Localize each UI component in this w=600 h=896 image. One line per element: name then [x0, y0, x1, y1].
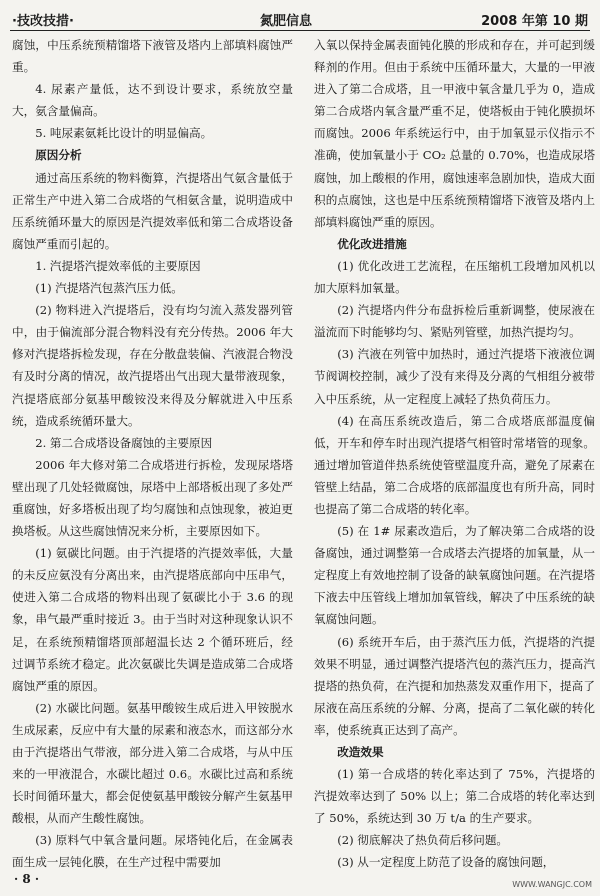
paragraph: 4. 尿素产量低，达不到设计要求，系统放空量大，氨含量偏高。	[12, 82, 293, 119]
left-column	[12, 34, 293, 874]
paragraph: (2) 物料进入汽提塔后，没有均匀流入蒸发器列管中，由于偏流部分混合物料没有充分传热。2006 年大修对汽提塔拆检发现，存在分散盘装偏、汽液混合物没有及时分离的情况，故汽提塔出气出现大量带液现象，汽提塔底部分氨基甲酸铵没来得及分解就进入中压系统，造成系统循环量大。	[12, 303, 293, 428]
right-column	[314, 34, 595, 874]
paragraph: (1) 优化改进工艺流程，在压缩机工段增加风机以加大原料加氧量。	[314, 258, 595, 296]
page-number: · 8 ·	[14, 872, 40, 886]
paragraph: (6) 系统开车后，由于蒸汽压力低，汽提塔的汽提效果不明显，通过调整汽提塔汽包的蒸汽压力，提高汽提塔的热负荷，在汽提和加热蒸发双重作用下，提高了尿液在高压系统的分解、分离，提高了二氧化碳的转化率，使系统真正达到了高产。	[314, 634, 595, 737]
watermark-text: WWW.WANGJC.COM	[512, 880, 592, 889]
section-tag: ·技改技措·	[12, 14, 74, 29]
journal-title: 氮肥信息	[260, 14, 313, 29]
paragraph: (2) 水碳比问题。氨基甲酸铵生成后进入甲铵脱水生成尿素，反应中有大量的尿素和液态水，而这部分水由于汽提塔出气带液，部分进入第二合成塔，与从中压来的一甲液混合，水碳比超过 0.6。水碳比过高和系统长时间循环量大，都会促使氨基甲酸铵分解产生氨基甲酸根，从而产生酸性腐蚀。	[12, 700, 293, 826]
paragraph: (3) 原料气中氧含量问题。尿塔钝化后，在金属表面生成一层钝化膜，在生产过程中需要加	[12, 833, 293, 870]
paragraph: 2006 年大修对第二合成塔进行拆检，发现尿塔塔壁出现了几处轻微腐蚀，尿塔中上部塔板出现了多处严重腐蚀，好多塔板出现了均匀腐蚀和点蚀现象，被迫更换塔板。从这些腐蚀情况来分析，主要原因如下。	[12, 457, 293, 539]
paragraph: 通过高压系统的物料衡算，汽提塔出气氨含量低于正常生产中进入第二合成塔的气相氨含量，说明造成中压系统循环量大的原因是汽提效率低和第二合成塔设备腐蚀严重而引起的。	[12, 170, 293, 251]
paragraph: (4) 在高压系统改造后，第二合成塔底部温度偏低，开车和停车时出现汽提塔气相管时常堵管的现象。通过增加管道伴热系统使管壁温度升高，避免了尿素在管壁上结晶，第二合成塔的底部温度也有所升高，同时也提高了第二合成塔的转化率。	[314, 413, 595, 516]
paragraph: (1) 汽提塔汽包蒸汽压力低。	[35, 281, 183, 296]
section-heading: 改造效果	[337, 745, 384, 759]
paragraph: (1) 第一合成塔的转化率达到了 75%，汽提塔的汽提效率达到了 50% 以上；第二合成塔的转化率达到了 50%，系统达到 30 万 t/a 的生产要求。	[314, 767, 595, 826]
subheading: 1. 汽提塔汽提效率低的主要原因	[35, 258, 201, 273]
paragraph: (2) 汽提塔内件分布盘拆检后重新调整，使尿液在溢流而下时能够均匀、紧贴列管壁，加热汽提均匀。	[314, 303, 595, 340]
page-header	[10, 4, 590, 31]
section-heading: 原因分析	[35, 148, 82, 163]
paragraph: 腐蚀，中压系统预精馏塔下液管及塔内上部填料腐蚀严重。	[12, 38, 293, 75]
section-heading: 优化改进措施	[337, 236, 407, 251]
issue-label: 2008 年第 10 期	[481, 14, 588, 29]
paragraph: (3) 从一定程度上防范了设备的腐蚀问题，	[337, 855, 555, 870]
paragraph: (1) 氨碳比问题。由于汽提塔的汽提效率低，大量的未反应氨没有分离出来，由汽提塔底部向中压串气，使进入第二合成塔的物料出现了氨碳比小于 3.6 的现象，串气最严重时接近 3。由于当时对这种现象认识不足，在系统预精馏塔顶部超温长达 2 个循环班后，经过调节系统才稳定。此次氨碳比失调是造成第二合成塔腐蚀严重的原因。	[12, 546, 293, 693]
paragraph: (3) 汽液在列管中加热时，通过汽提塔下液液位调节阀调校控制，减少了没有来得及分离的气相组分被带入中压系统，从一定程度上减轻了热负荷压力。	[314, 347, 595, 406]
paragraph: 5. 吨尿素氨耗比设计的明显偏高。	[35, 126, 213, 141]
paragraph: (5) 在 1# 尿素改造后，为了解决第二合成塔的设备腐蚀，通过调整第一合成塔去汽提塔的加氧量，从一定程度上有效地控制了设备的缺氧腐蚀问题。在汽提塔下液去中压管线上增加加氧管线，解决了中压系统的缺氧腐蚀问题。	[314, 524, 595, 627]
subheading: 2. 第二合成塔设备腐蚀的主要原因	[35, 435, 213, 450]
paragraph: 入氧以保持金属表面钝化膜的形成和存在，并可起到缓释剂的作用。但由于系统中压循环量大，大量的一甲液进入了第二合成塔，且一甲液中氧含量几乎为 0，造成第二合成塔内氧含量严重不足，使塔板由于钝化膜损坏而腐蚀。2006 年系统运行中，由于加氧显示仪指示不准确，使加氧量小于 CO₂ 总量的 0.70%，也造成尿塔腐蚀，加上酸根的作用，腐蚀速率急剧加快，造成大面积的点腐蚀，这也是中压系统预精馏塔下液管及塔内上部填料腐蚀严重的原因。	[314, 38, 595, 229]
paragraph: (2) 彻底解决了热负荷后移问题。	[337, 833, 509, 848]
